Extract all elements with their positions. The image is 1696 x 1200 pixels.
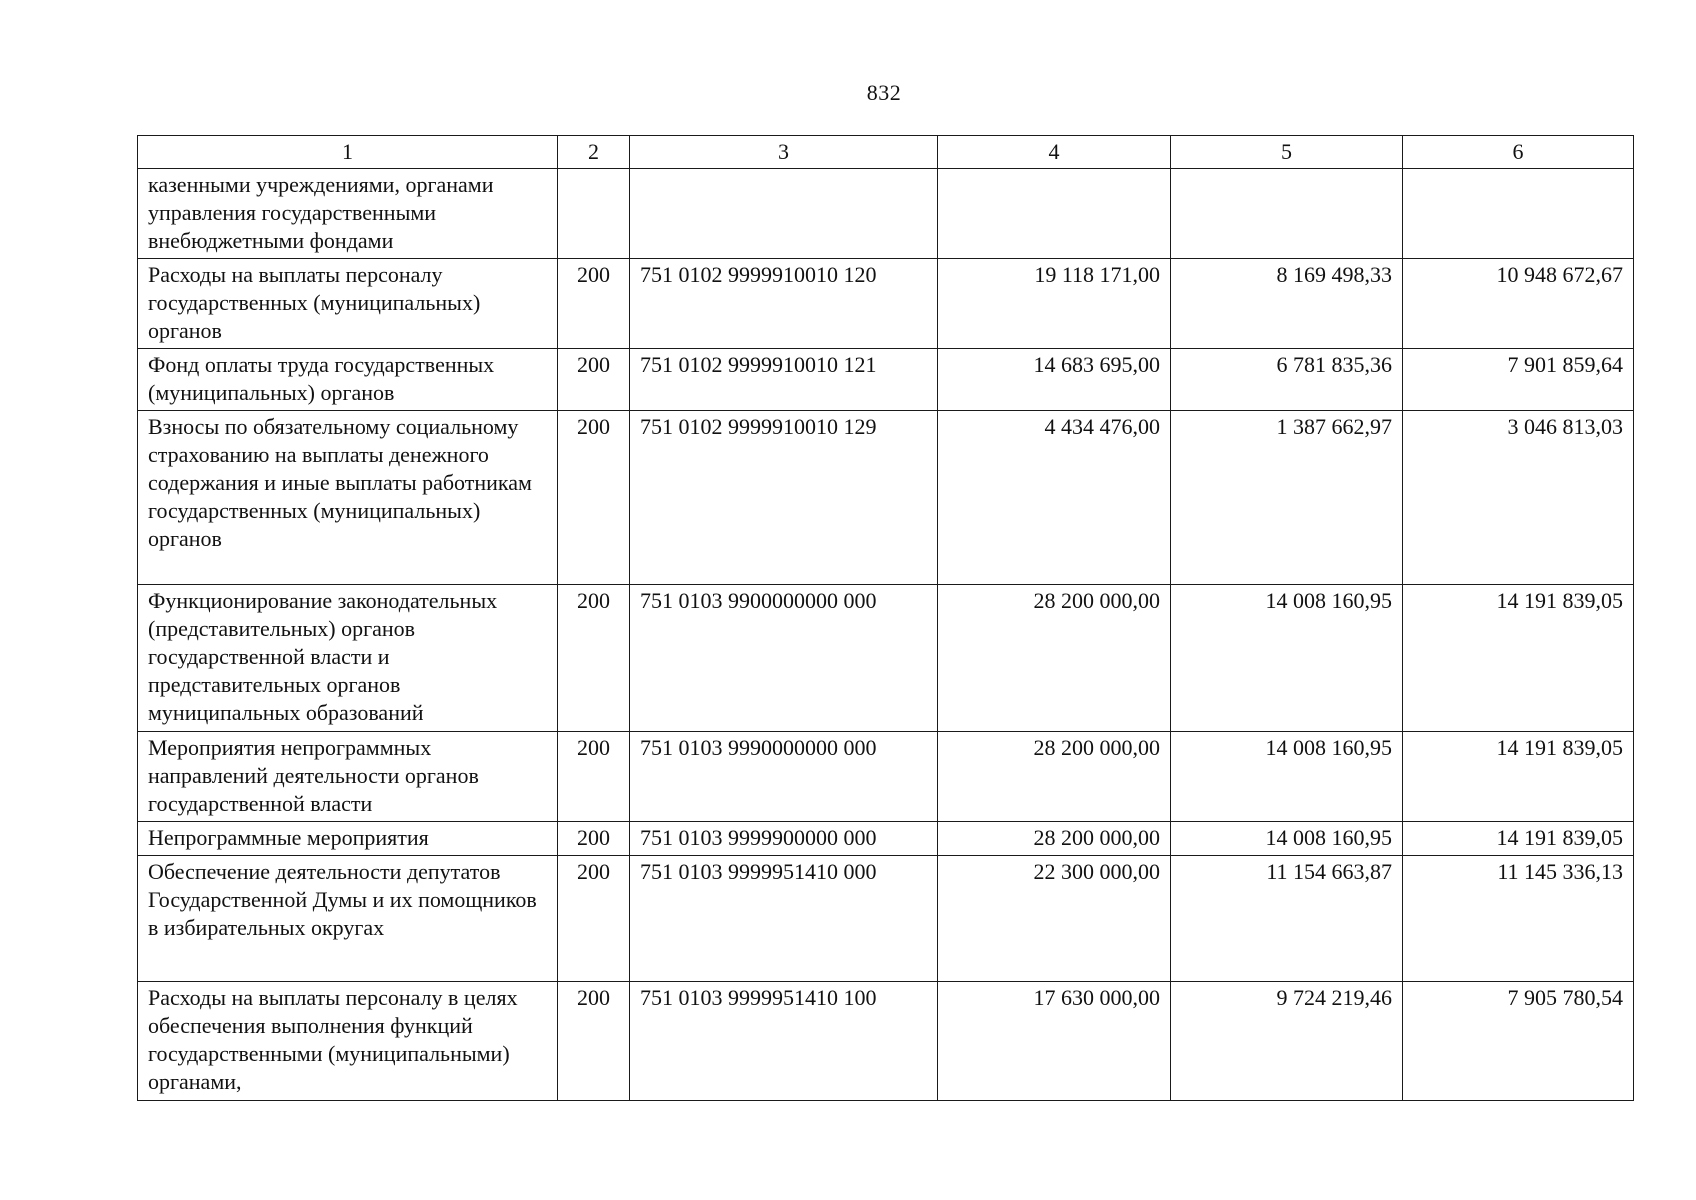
approved-amount-cell: 28 200 000,00	[938, 585, 1171, 732]
remaining-amount-cell: 14 191 839,05	[1403, 732, 1634, 822]
executed-amount-cell: 14 008 160,95	[1171, 822, 1403, 856]
expense-name-cell: Фонд оплаты труда государственных (муниципальных) органов	[138, 349, 558, 411]
executed-amount-cell: 6 781 835,36	[1171, 349, 1403, 411]
table-row	[138, 856, 1634, 982]
expense-name-cell: Расходы на выплаты персоналу государственных (муниципальных) органов	[138, 259, 558, 349]
budget-classification-code-cell: 751 0103 9999900000 000	[630, 822, 938, 856]
approved-amount-cell: 14 683 695,00	[938, 349, 1171, 411]
approved-amount-cell: 4 434 476,00	[938, 411, 1171, 585]
table-body	[138, 169, 1634, 1101]
header-row	[138, 136, 1634, 169]
remaining-amount-cell: 14 191 839,05	[1403, 822, 1634, 856]
approved-amount-cell: 28 200 000,00	[938, 732, 1171, 822]
line-code-cell	[558, 169, 630, 259]
table-row	[138, 259, 1634, 349]
table-header	[138, 136, 1634, 169]
expense-name-cell: Обеспечение деятельности депутатов Государственной Думы и их помощников в избирательных округах	[138, 856, 558, 982]
remaining-amount-cell	[1403, 169, 1634, 259]
budget-classification-code-cell: 751 0103 9900000000 000	[630, 585, 938, 732]
table-row	[138, 585, 1634, 732]
remaining-amount-cell: 11 145 336,13	[1403, 856, 1634, 982]
remaining-amount-cell: 7 905 780,54	[1403, 982, 1634, 1101]
column-header: 1	[138, 136, 558, 169]
approved-amount-cell: 17 630 000,00	[938, 982, 1171, 1101]
expense-name-cell: Функционирование законодательных (представительных) органов государственной власти и представительных органов муниципальных образований	[138, 585, 558, 732]
executed-amount-cell: 1 387 662,97	[1171, 411, 1403, 585]
line-code-cell: 200	[558, 585, 630, 732]
executed-amount-cell: 9 724 219,46	[1171, 982, 1403, 1101]
executed-amount-cell: 11 154 663,87	[1171, 856, 1403, 982]
table-row	[138, 732, 1634, 822]
expense-name-cell: Взносы по обязательному социальному страхованию на выплаты денежного содержания и иные выплаты работникам государственных (муниципальных) органов	[138, 411, 558, 585]
approved-amount-cell: 28 200 000,00	[938, 822, 1171, 856]
line-code-cell: 200	[558, 411, 630, 585]
table-row	[138, 169, 1634, 259]
budget-classification-code-cell: 751 0103 9999951410 000	[630, 856, 938, 982]
expense-name-cell: казенными учреждениями, органами управления государственными внебюджетными фондами	[138, 169, 558, 259]
line-code-cell: 200	[558, 732, 630, 822]
expense-name-cell: Мероприятия непрограммных направлений деятельности органов государственной власти	[138, 732, 558, 822]
approved-amount-cell: 22 300 000,00	[938, 856, 1171, 982]
approved-amount-cell	[938, 169, 1171, 259]
table-row	[138, 982, 1634, 1101]
remaining-amount-cell: 3 046 813,03	[1403, 411, 1634, 585]
approved-amount-cell: 19 118 171,00	[938, 259, 1171, 349]
column-header: 6	[1403, 136, 1634, 169]
remaining-amount-cell: 14 191 839,05	[1403, 585, 1634, 732]
executed-amount-cell: 8 169 498,33	[1171, 259, 1403, 349]
column-header: 4	[938, 136, 1171, 169]
budget-table	[137, 135, 1634, 1101]
line-code-cell: 200	[558, 856, 630, 982]
budget-classification-code-cell: 751 0102 9999910010 121	[630, 349, 938, 411]
column-header: 2	[558, 136, 630, 169]
line-code-cell: 200	[558, 982, 630, 1101]
column-header: 3	[630, 136, 938, 169]
executed-amount-cell: 14 008 160,95	[1171, 732, 1403, 822]
line-code-cell: 200	[558, 822, 630, 856]
line-code-cell: 200	[558, 349, 630, 411]
expense-name-cell: Непрограммные мероприятия	[138, 822, 558, 856]
executed-amount-cell: 14 008 160,95	[1171, 585, 1403, 732]
line-code-cell: 200	[558, 259, 630, 349]
table-row	[138, 349, 1634, 411]
table-row	[138, 411, 1634, 585]
budget-classification-code-cell	[630, 169, 938, 259]
table-row	[138, 822, 1634, 856]
remaining-amount-cell: 7 901 859,64	[1403, 349, 1634, 411]
expense-name-cell: Расходы на выплаты персоналу в целях обеспечения выполнения функций государственными (муниципальными) органами,	[138, 982, 558, 1101]
remaining-amount-cell: 10 948 672,67	[1403, 259, 1634, 349]
budget-classification-code-cell: 751 0103 9999951410 100	[630, 982, 938, 1101]
executed-amount-cell	[1171, 169, 1403, 259]
budget-classification-code-cell: 751 0102 9999910010 129	[630, 411, 938, 585]
column-header: 5	[1171, 136, 1403, 169]
page-number: 832	[866, 80, 902, 105]
budget-classification-code-cell: 751 0103 9990000000 000	[630, 732, 938, 822]
budget-classification-code-cell: 751 0102 9999910010 120	[630, 259, 938, 349]
